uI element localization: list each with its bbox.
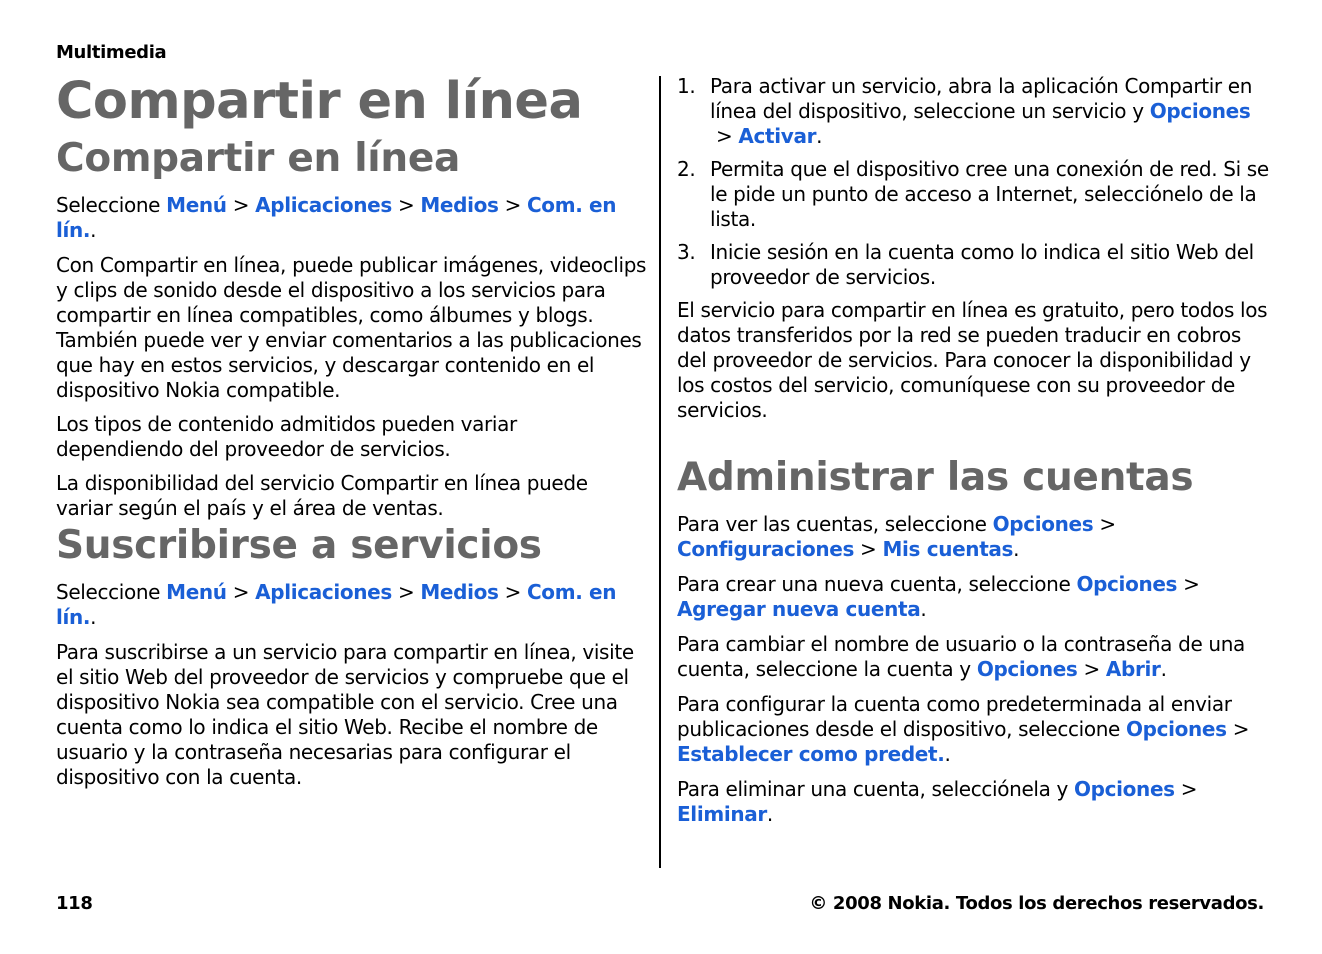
link-opciones[interactable]: Opciones [1126,717,1227,741]
instruction-text: Para eliminar una cuenta, selecciónela y [677,777,1069,801]
link-agregar-nueva-cuenta[interactable]: Agregar nueva cuenta [677,597,921,621]
section-heading-suscribirse: Suscribirse a servicios [56,523,542,568]
separator: > [1183,572,1200,596]
step-number: 1. [677,74,696,98]
link-opciones[interactable]: Opciones [1149,99,1251,123]
separator: > [504,193,521,217]
paragraph-new-account [677,572,1269,622]
path-suffix: . [90,605,97,629]
link-opciones[interactable]: Opciones [1074,777,1175,801]
menu-path-1 [56,193,648,243]
separator: > [232,193,250,217]
column-divider [659,76,661,868]
link-aplicaciones[interactable]: Aplicaciones [255,193,392,217]
instruction-end: . [920,597,927,621]
step-end: . [816,124,823,148]
separator: > [397,580,415,604]
instruction-text: Para configurar la cuenta como predeterminada al enviar publicaciones desde el dispositivo, seleccione [677,692,1232,741]
paragraph-default-account [677,692,1269,767]
instruction-end: . [766,802,773,826]
paragraph-view-accounts [677,512,1269,562]
menu-path-2 [56,580,648,630]
paragraph-content-types: Los tipos de contenido admitidos pueden variar dependiendo del proveedor de servicios. [56,412,517,461]
section-heading-compartir: Compartir en línea [56,136,461,181]
link-menu[interactable]: Menú [166,580,227,604]
link-opciones[interactable]: Opciones [992,512,1094,536]
separator: > [1180,777,1198,801]
separator: > [397,193,415,217]
link-medios[interactable]: Medios [420,193,499,217]
link-abrir[interactable]: Abrir [1105,657,1161,681]
link-configuraciones[interactable]: Configuraciones [677,537,855,561]
link-aplicaciones[interactable]: Aplicaciones [255,580,392,604]
paragraph-intro: Con Compartir en línea, puede publicar imágenes, videoclips y clips de sonido desde el dispositivo a los servicios para compartir en línea compatibles, como álbumes y blogs. También puede ver y enviar comentarios a las publicaciones que hay en estos servicios, y descargar contenido en el dispositivo Nokia compatible. [56,253,647,402]
instruction-end: . [944,742,951,766]
link-com-en-lin[interactable]: Com. en lín. [56,580,617,629]
separator: > [1232,717,1250,741]
instruction-text: Para crear una nueva cuenta, seleccione [677,572,1071,596]
link-com-en-lin[interactable]: Com. en lín. [56,193,617,242]
step-number: 3. [677,240,696,264]
section-heading-administrar: Administrar las cuentas [677,455,1194,500]
link-activar[interactable]: Activar [738,124,817,148]
separator: > [504,580,521,604]
link-eliminar[interactable]: Eliminar [677,802,767,826]
separator: > [1083,657,1100,681]
path-suffix: . [90,218,97,242]
instruction-end: . [1013,537,1020,561]
list-item [677,240,1269,290]
link-establecer-como-predet[interactable]: Establecer como predet. [677,742,945,766]
step-text: Inicie sesión en la cuenta como lo indica el sitio Web del proveedor de servicios. [710,240,1254,289]
separator: > [716,124,733,148]
left-column [56,72,648,790]
separator: > [1099,512,1116,536]
instruction-end: . [1160,657,1167,681]
list-item [677,157,1269,232]
separator: > [232,580,250,604]
paragraph-subscribe: Para suscribirse a un servicio para compartir en línea, visite el sitio Web del proveedor de servicios y compruebe que el dispositivo Nokia sea compatible con el servicio. Cree una cuenta como lo indica el sitio Web. Recibe el nombre de usuario y la contraseña necesarias para configurar el dispositivo con la cuenta. [56,640,634,789]
paragraph-costs: El servicio para compartir en línea es gratuito, pero todos los datos transferidos por la red se pueden traducir en cobros del proveedor de servicios. Para conocer la disponibilidad y los costos del servicio, comuníquese con su proveedor de servicios. [677,298,1268,422]
paragraph-rename-account [677,632,1269,682]
paragraph-delete-account [677,777,1269,827]
link-opciones[interactable]: Opciones [976,657,1078,681]
step-number: 2. [677,157,696,181]
link-menu[interactable]: Menú [166,193,227,217]
right-column [677,74,1269,827]
instruction-text: Para cambiar el nombre de usuario o la contraseña de una cuenta, seleccione la cuenta y [677,632,1245,681]
paragraph-availability: La disponibilidad del servicio Compartir en línea puede variar según el país y el área de ventas. [56,471,588,520]
steps-list [677,74,1269,290]
instruction-text: Para ver las cuentas, seleccione [677,512,987,536]
page-title: Compartir en línea [56,72,583,131]
path-prefix: Seleccione [56,580,161,604]
path-prefix: Seleccione [56,193,161,217]
separator: > [860,537,877,561]
link-opciones[interactable]: Opciones [1076,572,1178,596]
section-label: Multimedia [56,42,167,63]
step-text: Para activar un servicio, abra la aplicación Compartir en línea del dispositivo, seleccione un servicio y [710,74,1253,123]
step-text: Permita que el dispositivo cree una conexión de red. Si se le pide un punto de acceso a Internet, selecciónelo de la lista. [710,157,1269,231]
link-medios[interactable]: Medios [420,580,499,604]
list-item [677,74,1269,149]
link-mis-cuentas[interactable]: Mis cuentas [882,537,1014,561]
copyright-notice: © 2008 Nokia. Todos los derechos reservados. [809,893,1264,914]
page-number: 118 [56,893,93,914]
